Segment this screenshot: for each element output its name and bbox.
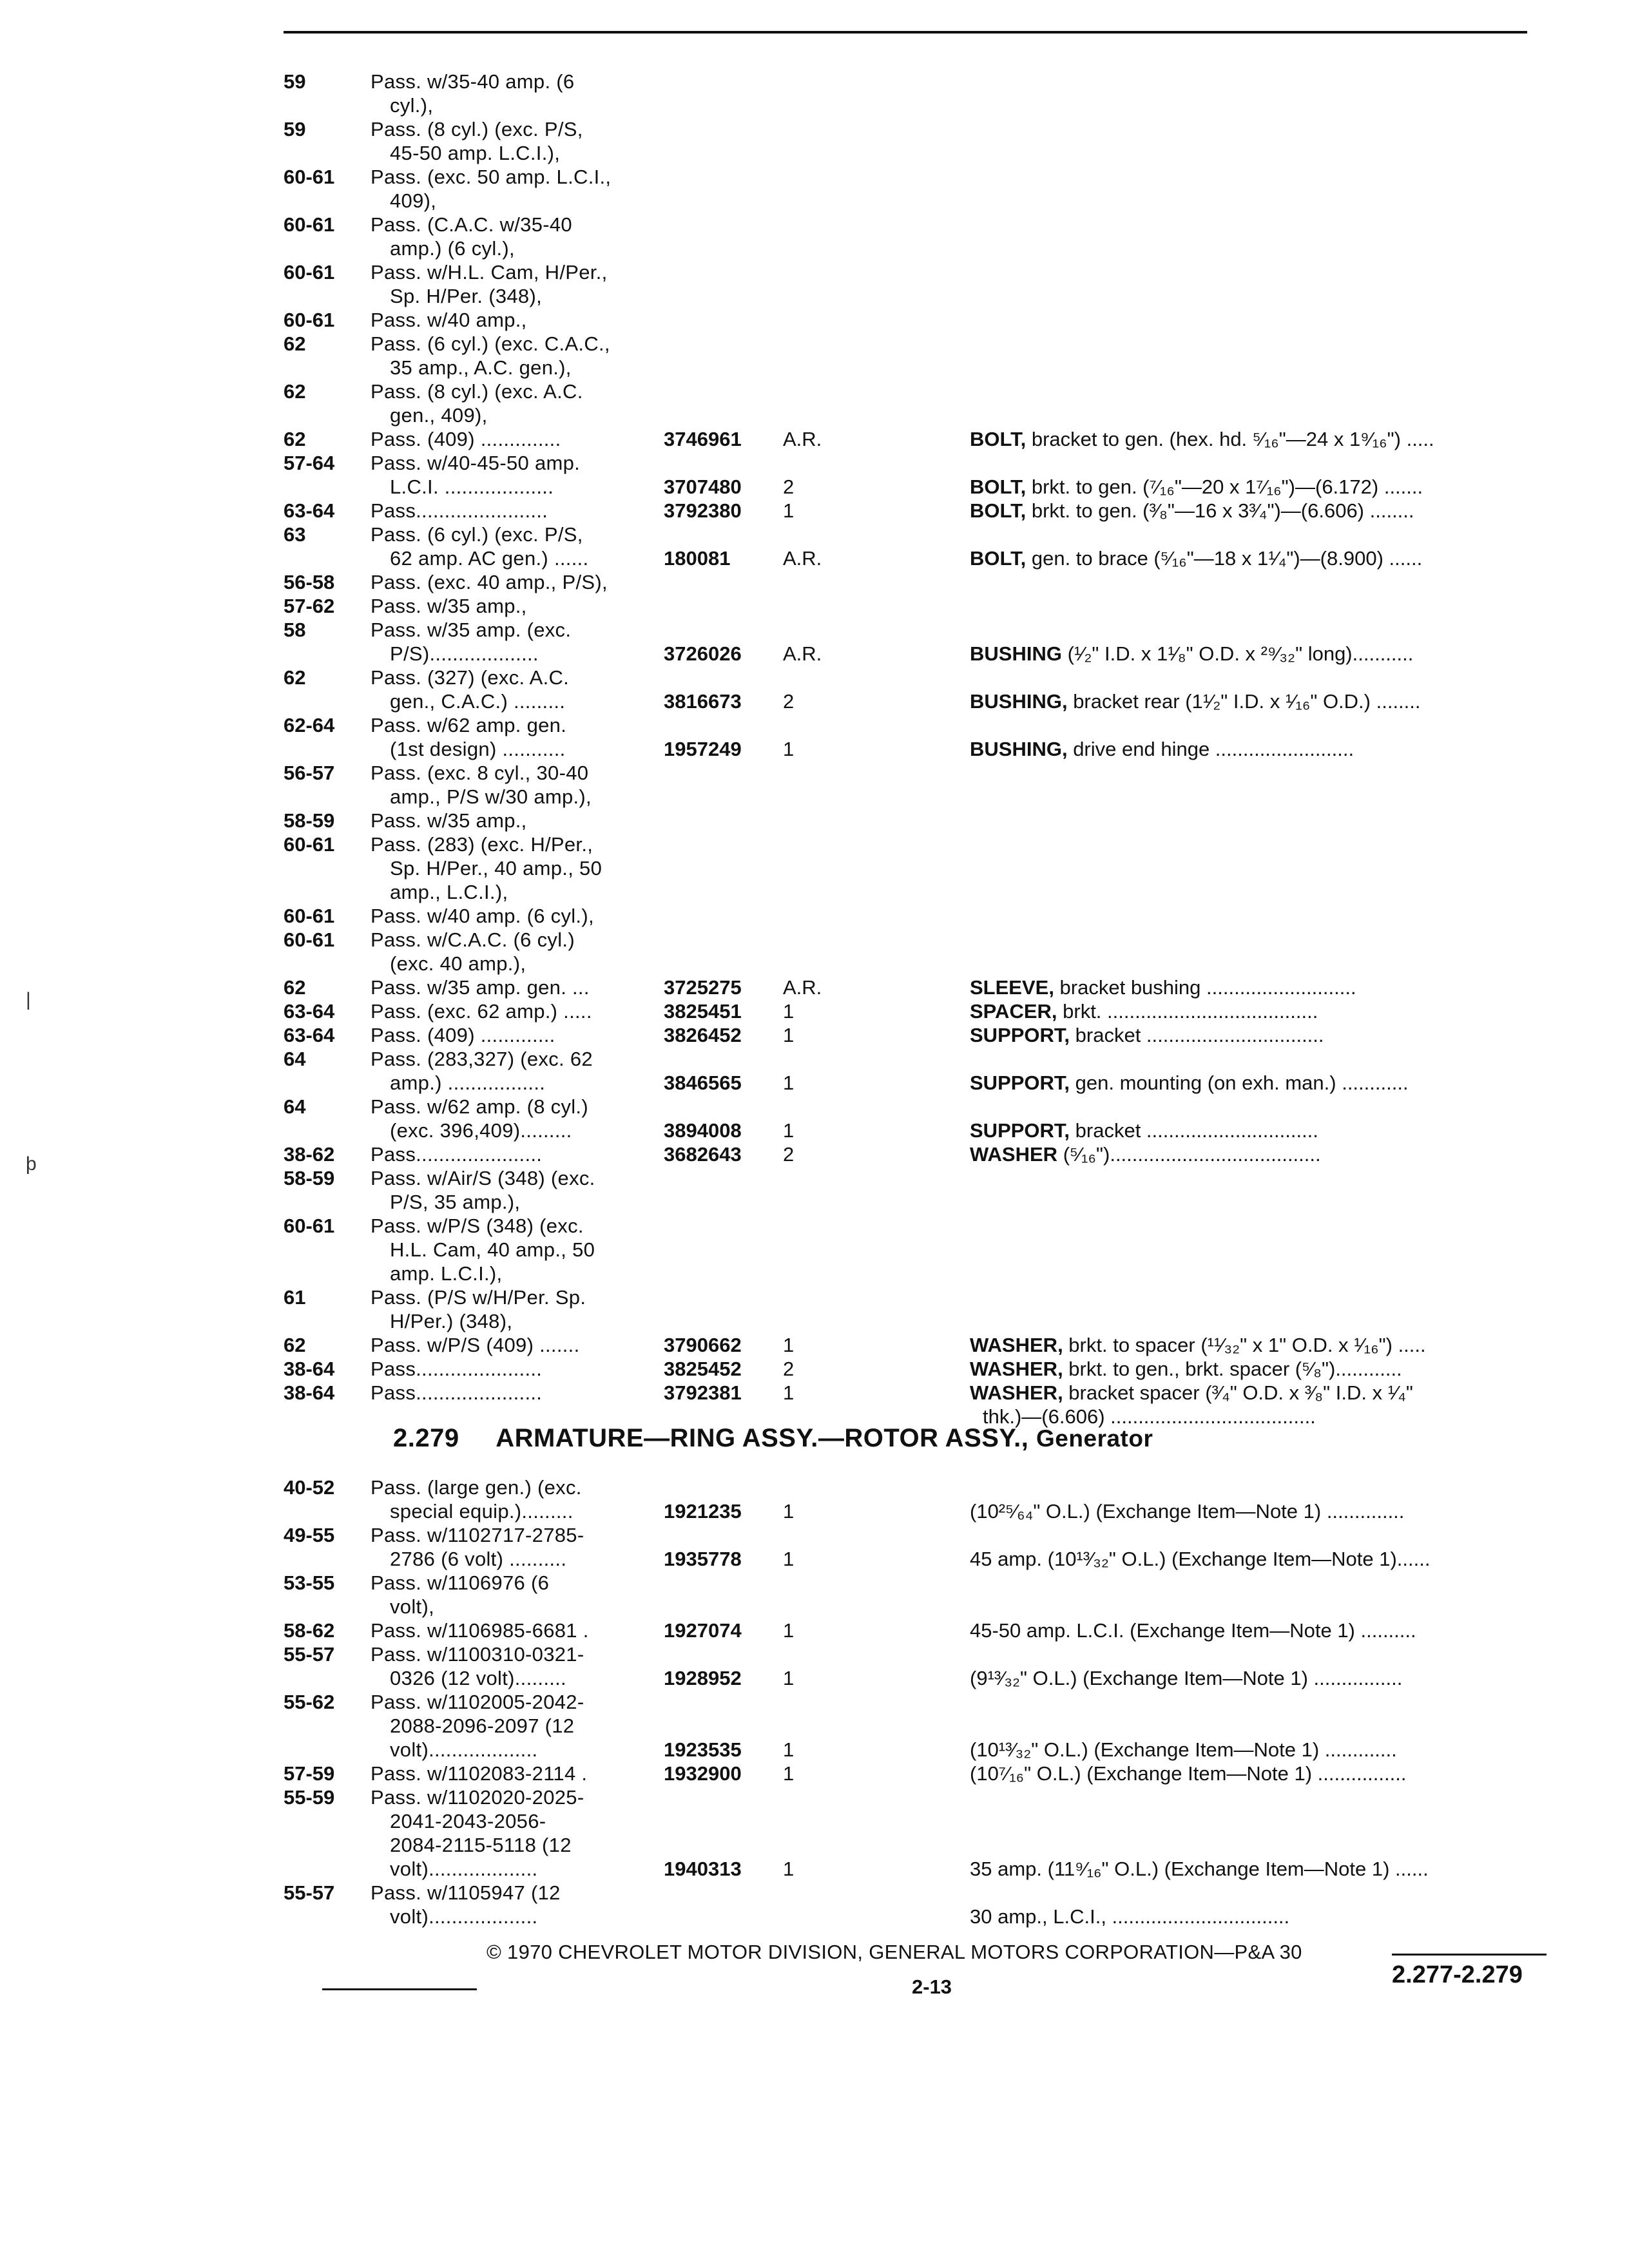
- description-line: Pass. w/35 amp. gen. ...: [371, 976, 590, 999]
- description-line: Pass. (P/S w/H/Per. Sp.: [371, 1286, 586, 1309]
- application-description: [371, 1785, 673, 1881]
- part-name: [970, 546, 1537, 570]
- description-line: Pass. w/H.L. Cam, H/Per.,: [371, 261, 608, 284]
- part-name-keyword: BOLT,: [970, 476, 1027, 498]
- quantity: 1: [783, 1119, 795, 1142]
- year-range: 59: [284, 70, 306, 93]
- application-description: [371, 1357, 673, 1381]
- description-line: Pass. (8 cyl.) (exc. A.C.: [371, 380, 583, 403]
- year-range: 49-55: [284, 1524, 335, 1546]
- part-name-keyword: SLEEVE,: [970, 976, 1054, 999]
- part-number: 1921235: [664, 1500, 742, 1523]
- part-name-detail: bracket to gen. (hex. hd. ⁵⁄₁₆"—24 x 1⁹⁄₁₆") .....: [1026, 428, 1434, 450]
- copyright-line: © 1970 CHEVROLET MOTOR DIVISION, GENERAL MOTORS CORPORATION—P&A 30: [487, 1941, 1302, 1963]
- part-number: 3894008: [664, 1119, 742, 1142]
- part-number: 3826452: [664, 1024, 742, 1046]
- description-line: gen., C.A.C.) .........: [390, 690, 566, 713]
- application-description: [371, 165, 673, 213]
- year-range: 63-64: [284, 499, 335, 522]
- year-range: 62: [284, 976, 306, 999]
- application-description: [371, 1881, 673, 1928]
- year-range: 60-61: [284, 928, 335, 951]
- application-description: [371, 499, 673, 523]
- description-line: volt)...................: [390, 1738, 538, 1761]
- description-line: Pass. w/P/S (409) .......: [371, 1334, 580, 1356]
- part-number: 3790662: [664, 1334, 742, 1356]
- part-name-detail: brkt. to gen., brkt. spacer (⁵⁄₈")............: [1063, 1358, 1402, 1380]
- quantity: A.R.: [783, 976, 822, 999]
- year-range: 55-62: [284, 1691, 335, 1713]
- description-line: Pass. w/1106985-6681 .: [371, 1619, 589, 1642]
- year-range: 59: [284, 118, 306, 140]
- part-number: 3725275: [664, 976, 742, 999]
- part-number: 1928952: [664, 1667, 742, 1689]
- description-line: Pass. w/62 amp. (8 cyl.): [371, 1095, 588, 1118]
- description-line: 45-50 amp. L.C.I.),: [390, 142, 561, 164]
- description-line: Pass. (large gen.) (exc.: [371, 1476, 582, 1499]
- part-number: 3746961: [664, 428, 742, 450]
- part-number: 3792381: [664, 1381, 742, 1404]
- year-range: 55-57: [284, 1881, 335, 1904]
- part-name: (10⁷⁄₁₆" O.L.) (Exchange Item—Note 1) ................: [970, 1762, 1407, 1785]
- application-description: [371, 928, 673, 975]
- part-name-detail: gen. mounting (on exh. man.) ............: [1070, 1072, 1409, 1094]
- quantity: 1: [783, 1619, 795, 1642]
- part-name: [970, 499, 1537, 523]
- description-line: amp. L.C.I.),: [390, 1262, 503, 1285]
- description-line: Pass. (327) (exc. A.C.: [371, 666, 570, 689]
- description-line: Pass. w/62 amp. gen.: [371, 714, 567, 736]
- application-description: [371, 1381, 673, 1405]
- part-name: [970, 475, 1537, 499]
- description-line: Pass. w/1105947 (12: [371, 1881, 561, 1904]
- application-description: [371, 809, 673, 832]
- part-name-keyword: BUSHING: [970, 642, 1062, 665]
- section-number: 2.279: [393, 1424, 459, 1452]
- quantity: 1: [783, 1738, 795, 1761]
- description-line: Pass. w/1106976 (6: [371, 1571, 550, 1594]
- part-number: 3825451: [664, 1000, 742, 1023]
- part-name: [970, 975, 1537, 999]
- description-line: Pass. (6 cyl.) (exc. C.A.C.,: [371, 332, 610, 355]
- description-line: Pass. (283,327) (exc. 62: [371, 1048, 593, 1070]
- application-description: [371, 761, 673, 809]
- description-line: amp.) .................: [390, 1072, 546, 1094]
- year-range: 60-61: [284, 309, 335, 331]
- top-rule: [284, 31, 1527, 34]
- part-name-keyword: BUSHING,: [970, 690, 1068, 713]
- application-description: [371, 1095, 673, 1142]
- application-description: [371, 1642, 673, 1690]
- description-line: 0326 (12 volt).........: [390, 1667, 566, 1689]
- description-line: H.L. Cam, 40 amp., 50: [390, 1238, 595, 1261]
- year-range: 58: [284, 619, 306, 641]
- part-name-detail: gen. to brace (⁵⁄₁₆"—18 x 1¹⁄₄")—(8.900) ......: [1026, 547, 1423, 570]
- description-line: (exc. 40 amp.),: [390, 952, 526, 975]
- year-range: 57-64: [284, 452, 335, 474]
- quantity: 2: [783, 690, 795, 713]
- part-name: [970, 1142, 1537, 1166]
- description-line: Pass......................: [371, 1381, 543, 1404]
- quantity: A.R.: [783, 428, 822, 450]
- description-line: 2786 (6 volt) ..........: [390, 1548, 567, 1570]
- quantity: 1: [783, 1858, 795, 1880]
- description-line: Pass. w/C.A.C. (6 cyl.): [371, 928, 575, 951]
- application-description: [371, 117, 673, 165]
- description-line: Sp. H/Per., 40 amp., 50: [390, 857, 602, 879]
- part-number: 3825452: [664, 1358, 742, 1380]
- description-line: amp., L.C.I.),: [390, 881, 508, 903]
- year-range: 60-61: [284, 1215, 335, 1237]
- year-range: 38-64: [284, 1381, 335, 1404]
- description-line: 2084-2115-5118 (12: [390, 1834, 572, 1856]
- application-description: [371, 713, 673, 761]
- part-name: [970, 1023, 1537, 1047]
- year-range: 60-61: [284, 261, 335, 284]
- description-line: Pass. w/40 amp.,: [371, 309, 527, 331]
- description-line: Pass. w/1102005-2042-: [371, 1691, 584, 1713]
- year-range: 53-55: [284, 1571, 335, 1594]
- footer-rule-left: [322, 1988, 477, 1990]
- part-name-detail: (¹⁄₂" I.D. x 1¹⁄₈" O.D. x ²⁹⁄₃₂" long)...........: [1061, 642, 1414, 665]
- description-line: volt),: [390, 1595, 434, 1618]
- year-range: 40-52: [284, 1476, 335, 1499]
- margin-mark: |: [26, 989, 31, 1010]
- quantity: 1: [783, 1500, 795, 1523]
- application-description: [371, 332, 673, 380]
- part-name-keyword: SPACER,: [970, 1000, 1057, 1023]
- description-line: 62 amp. AC gen.) ......: [390, 547, 589, 570]
- part-number: 180081: [664, 547, 731, 570]
- part-name-keyword: WASHER,: [970, 1358, 1063, 1380]
- year-range: 38-62: [284, 1143, 335, 1166]
- year-range: 38-64: [284, 1358, 335, 1380]
- description-line: Pass. w/35 amp.,: [371, 809, 527, 832]
- description-line: Sp. H/Per. (348),: [390, 285, 542, 307]
- year-range: 60-61: [284, 905, 335, 927]
- quantity: 1: [783, 499, 795, 522]
- application-description: [371, 1690, 673, 1762]
- application-description: [371, 1166, 673, 1214]
- application-description: [371, 213, 673, 260]
- part-name-detail: brkt. ......................................: [1057, 1000, 1318, 1023]
- section-title: ARMATURE—RING ASSY.—ROTOR ASSY.,: [496, 1424, 1029, 1452]
- part-name-keyword: SUPPORT,: [970, 1024, 1070, 1046]
- application-description: [371, 594, 673, 618]
- description-line: Pass. (409) .............: [371, 1024, 555, 1046]
- quantity: A.R.: [783, 547, 822, 570]
- application-description: [371, 1285, 673, 1333]
- quantity: 1: [783, 1762, 795, 1785]
- description-line: Pass. w/35 amp. (exc.: [371, 619, 572, 641]
- application-description: [371, 380, 673, 427]
- year-range: 55-57: [284, 1643, 335, 1666]
- description-line: (exc. 396,409).........: [390, 1119, 572, 1142]
- part-name-detail: bracket rear (1¹⁄₂" I.D. x ¹⁄₁₆" O.D.) ........: [1067, 690, 1421, 713]
- part-name: 30 amp., L.C.I., ................................: [970, 1905, 1290, 1928]
- application-description: [371, 666, 673, 713]
- part-number: 3726026: [664, 642, 742, 665]
- description-line: Pass. (exc. 62 amp.) .....: [371, 1000, 592, 1023]
- year-range: 62: [284, 428, 306, 450]
- part-name-keyword: WASHER,: [970, 1334, 1063, 1356]
- quantity: A.R.: [783, 642, 822, 665]
- part-name: [970, 737, 1537, 761]
- part-name-detail: bracket ................................: [1070, 1024, 1324, 1046]
- description-line: Pass. w/1102083-2114 .: [371, 1762, 588, 1785]
- part-number: 3707480: [664, 476, 742, 498]
- year-range: 60-61: [284, 833, 335, 856]
- description-line: amp.) (6 cyl.),: [390, 237, 515, 260]
- description-line: Pass. w/1100310-0321-: [371, 1643, 584, 1666]
- description-line: Pass. (exc. 8 cyl., 30-40: [371, 762, 589, 784]
- part-name-detail: bracket spacer (³⁄₄" O.D. x ³⁄₈" I.D. x ¹⁄₄": [1063, 1381, 1413, 1404]
- quantity: 2: [783, 1358, 795, 1380]
- application-description: [371, 832, 673, 904]
- description-line: Pass......................: [371, 1358, 543, 1380]
- year-range: 58-59: [284, 809, 335, 832]
- footer-rule-right: [1392, 1954, 1547, 1956]
- year-range: 63-64: [284, 1000, 335, 1023]
- part-number: 1940313: [664, 1858, 742, 1880]
- description-line: Pass. w/1102717-2785-: [371, 1524, 584, 1546]
- part-name-detail: brkt. to spacer (¹¹⁄₃₂" x 1" O.D. x ¹⁄₁₆") .....: [1063, 1334, 1426, 1356]
- description-line: Pass. w/Air/S (348) (exc.: [371, 1167, 595, 1189]
- part-name-keyword: BOLT,: [970, 547, 1027, 570]
- part-name: (10²⁵⁄₆₄" O.L.) (Exchange Item—Note 1) ..............: [970, 1500, 1405, 1523]
- description-line: Pass. (8 cyl.) (exc. P/S,: [371, 118, 583, 140]
- description-line: gen., 409),: [390, 404, 488, 427]
- quantity: 1: [783, 1072, 795, 1094]
- section-heading: [393, 1424, 1153, 1453]
- application-description: [371, 1214, 673, 1285]
- part-name: [970, 427, 1537, 451]
- part-name: 45 amp. (10¹³⁄₃₂" O.L.) (Exchange Item—Note 1)......: [970, 1548, 1431, 1570]
- part-name-keyword: BOLT,: [970, 428, 1027, 450]
- part-name-keyword: BUSHING,: [970, 738, 1068, 760]
- part-name: 45-50 amp. L.C.I. (Exchange Item—Note 1) ..........: [970, 1619, 1416, 1642]
- description-line: Pass. w/40-45-50 amp.: [371, 452, 581, 474]
- part-name: [970, 1381, 1537, 1428]
- description-line: Pass. (409) ..............: [371, 428, 561, 450]
- description-line: Pass. (283) (exc. H/Per.,: [371, 833, 593, 856]
- year-range: 55-59: [284, 1786, 335, 1809]
- year-range: 57-59: [284, 1762, 335, 1785]
- application-description: [371, 260, 673, 308]
- description-line: Pass. w/40 amp. (6 cyl.),: [371, 905, 594, 927]
- part-number: 1923535: [664, 1738, 742, 1761]
- part-name-keyword: SUPPORT,: [970, 1119, 1070, 1142]
- description-line: L.C.I. ...................: [390, 476, 554, 498]
- quantity: 2: [783, 1143, 795, 1166]
- description-line: Pass. (C.A.C. w/35-40: [371, 213, 572, 236]
- description-line: cyl.),: [390, 94, 434, 117]
- application-description: [371, 451, 673, 499]
- application-description: [371, 1762, 673, 1785]
- part-name-detail: thk.)—(6.606) .....................................: [983, 1405, 1316, 1428]
- application-description: [371, 1523, 673, 1571]
- application-description: [371, 523, 673, 570]
- part-number: 1927074: [664, 1619, 742, 1642]
- year-range: 56-58: [284, 571, 335, 593]
- part-name-keyword: WASHER,: [970, 1381, 1063, 1404]
- description-line: special equip.).........: [390, 1500, 574, 1523]
- year-range: 58-59: [284, 1167, 335, 1189]
- part-name-keyword: SUPPORT,: [970, 1072, 1070, 1094]
- application-description: [371, 1047, 673, 1095]
- year-range: 62-64: [284, 714, 335, 736]
- part-name: (9¹³⁄₃₂" O.L.) (Exchange Item—Note 1) ................: [970, 1667, 1403, 1689]
- part-number: 3816673: [664, 690, 742, 713]
- section-range: 2.277-2.279: [1392, 1961, 1523, 1988]
- year-range: 61: [284, 1286, 306, 1309]
- description-line: Pass. (6 cyl.) (exc. P/S,: [371, 523, 583, 546]
- part-name-detail: bracket ...............................: [1070, 1119, 1318, 1142]
- application-description: [371, 975, 673, 999]
- application-description: [371, 1619, 673, 1642]
- description-line: amp., P/S w/30 amp.),: [390, 785, 592, 808]
- application-description: [371, 427, 673, 451]
- application-description: [371, 618, 673, 666]
- description-line: 2088-2096-2097 (12: [390, 1715, 575, 1737]
- application-description: [371, 1333, 673, 1357]
- year-range: 64: [284, 1095, 306, 1118]
- year-range: 62: [284, 666, 306, 689]
- year-range: 60-61: [284, 166, 335, 188]
- part-name-detail: bracket bushing ...........................: [1054, 976, 1356, 999]
- year-range: 64: [284, 1048, 306, 1070]
- application-description: [371, 308, 673, 332]
- quantity: 2: [783, 476, 795, 498]
- part-name: [970, 1333, 1537, 1357]
- part-name: [970, 999, 1537, 1023]
- part-name: [970, 1119, 1537, 1142]
- part-name-keyword: BOLT,: [970, 499, 1027, 522]
- description-line: Pass. (exc. 40 amp., P/S),: [371, 571, 608, 593]
- year-range: 62: [284, 380, 306, 403]
- year-range: 63-64: [284, 1024, 335, 1046]
- quantity: 1: [783, 1381, 795, 1404]
- year-range: 60-61: [284, 213, 335, 236]
- part-number: 3846565: [664, 1072, 742, 1094]
- year-range: 56-57: [284, 762, 335, 784]
- quantity: 1: [783, 738, 795, 760]
- part-name-detail: brkt. to gen. (³⁄₈"—16 x 3³⁄₄")—(6.606) ........: [1026, 499, 1414, 522]
- quantity: 1: [783, 1548, 795, 1570]
- description-line: volt)...................: [390, 1858, 538, 1880]
- description-line: volt)...................: [390, 1905, 538, 1928]
- part-number: 3792380: [664, 499, 742, 522]
- description-line: Pass......................: [371, 1143, 543, 1166]
- part-name: [970, 1071, 1537, 1095]
- section-subtitle: Generator: [1036, 1425, 1153, 1452]
- application-description: [371, 570, 673, 594]
- part-name: [970, 642, 1537, 666]
- application-description: [371, 1475, 673, 1523]
- application-description: [371, 1023, 673, 1047]
- part-name-keyword: WASHER: [970, 1143, 1058, 1166]
- description-line: 2041-2043-2056-: [390, 1810, 546, 1832]
- description-line: H/Per.) (348),: [390, 1310, 513, 1332]
- application-description: [371, 70, 673, 117]
- part-number: 1957249: [664, 738, 742, 760]
- description-line: Pass.......................: [371, 499, 548, 522]
- part-name-detail: drive end hinge .........................: [1067, 738, 1354, 760]
- year-range: 62: [284, 332, 306, 355]
- quantity: 1: [783, 1024, 795, 1046]
- part-number: 1935778: [664, 1548, 742, 1570]
- part-name: (10¹³⁄₃₂" O.L.) (Exchange Item—Note 1) .............: [970, 1738, 1397, 1761]
- description-line: 409),: [390, 189, 437, 212]
- description-line: (1st design) ...........: [390, 738, 566, 760]
- part-name: 35 amp. (11⁹⁄₁₆" O.L.) (Exchange Item—Note 1) ......: [970, 1858, 1429, 1880]
- quantity: 1: [783, 1667, 795, 1689]
- quantity: 1: [783, 1334, 795, 1356]
- year-range: 57-62: [284, 595, 335, 617]
- description-line: Pass. w/35-40 amp. (6: [371, 70, 575, 93]
- description-line: Pass. w/1102020-2025-: [371, 1786, 584, 1809]
- part-name: [970, 689, 1537, 713]
- part-number: 1932900: [664, 1762, 742, 1785]
- part-number: 3682643: [664, 1143, 742, 1166]
- description-line: P/S, 35 amp.),: [390, 1191, 521, 1213]
- application-description: [371, 999, 673, 1023]
- description-line: Pass. w/P/S (348) (exc.: [371, 1215, 584, 1237]
- year-range: 62: [284, 1334, 306, 1356]
- part-name: [970, 1357, 1537, 1381]
- description-line: 35 amp., A.C. gen.),: [390, 356, 572, 379]
- part-name-detail: (⁵⁄₁₆")......................................: [1057, 1143, 1321, 1166]
- quantity: 1: [783, 1000, 795, 1023]
- application-description: [371, 904, 673, 928]
- part-name-detail: brkt. to gen. (⁷⁄₁₆"—20 x 1⁷⁄₁₆")—(6.172) .......: [1026, 476, 1423, 498]
- application-description: [371, 1142, 673, 1166]
- year-range: 58-62: [284, 1619, 335, 1642]
- description-line: Pass. w/35 amp.,: [371, 595, 527, 617]
- application-description: [371, 1571, 673, 1619]
- description-line: Pass. (exc. 50 amp. L.C.I.,: [371, 166, 612, 188]
- description-line: P/S)...................: [390, 642, 539, 665]
- page-number: 2-13: [912, 1975, 952, 1998]
- year-range: 63: [284, 523, 306, 546]
- margin-mark: þ: [26, 1153, 37, 1175]
